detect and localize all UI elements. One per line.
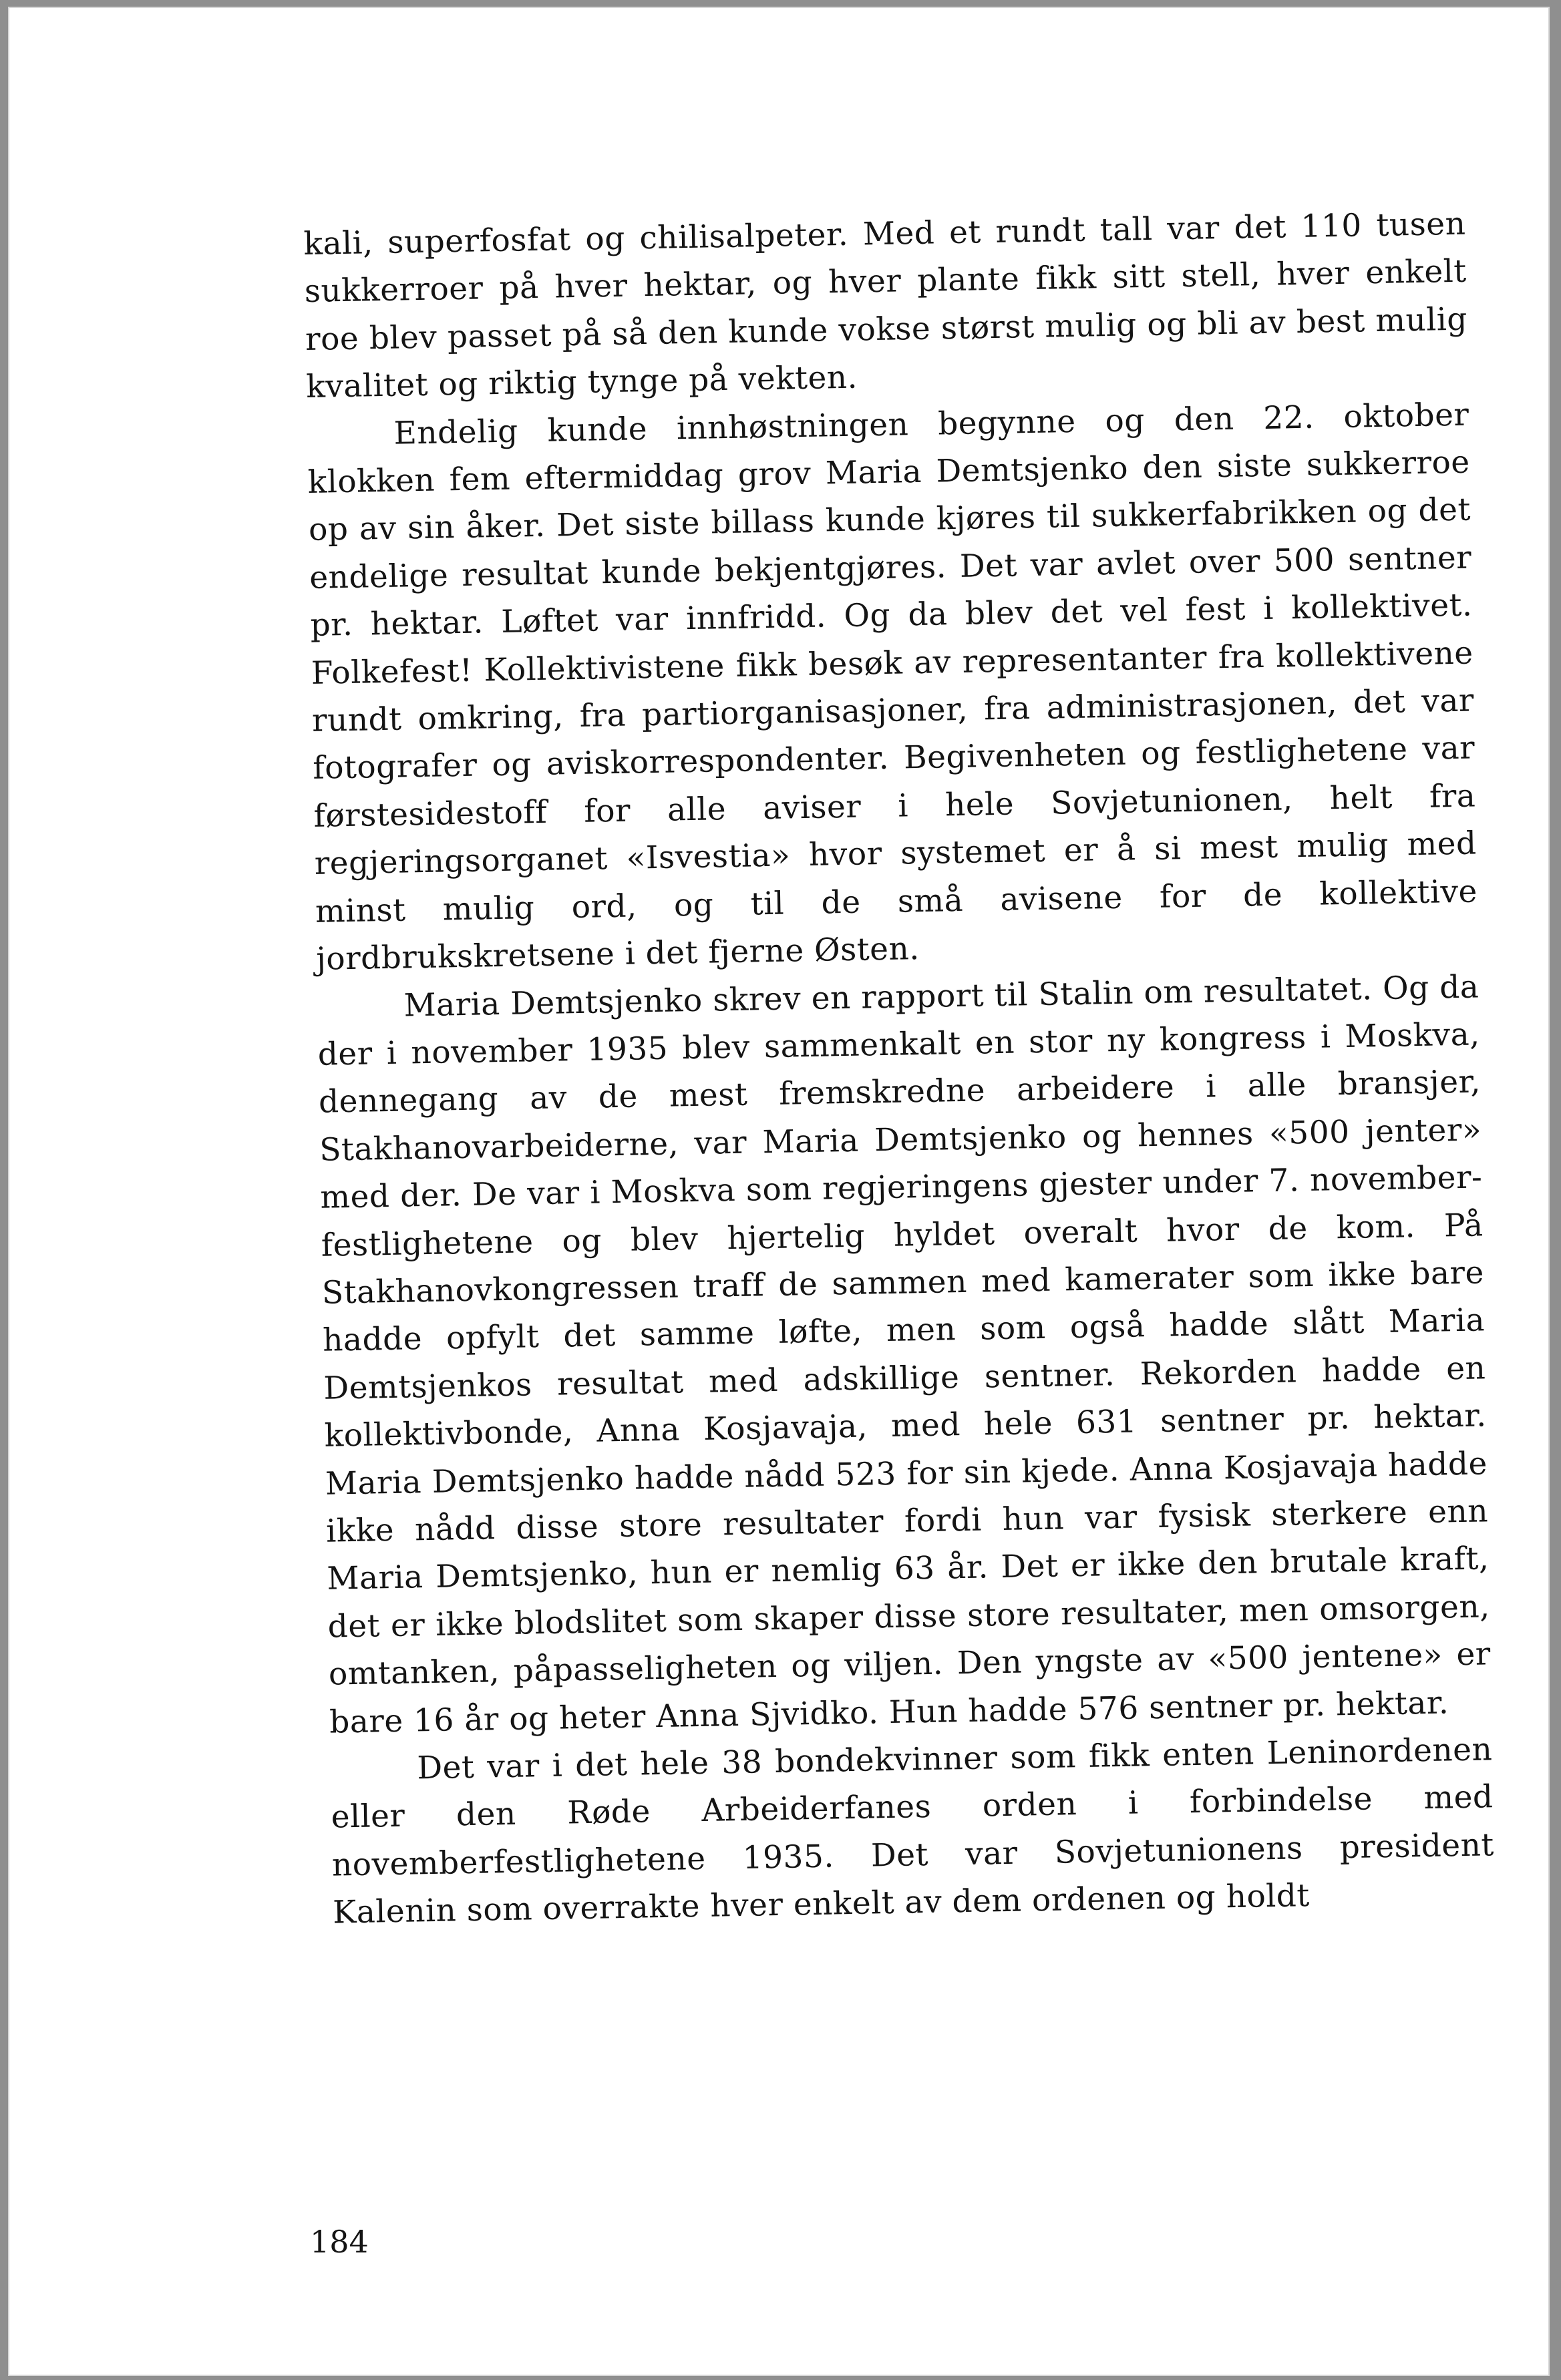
paragraph-3: Maria Demtsjenko skrev en rapport til Stalin om resultatet. Og da der i november 1935 blev sammenkalt en stor ny kongress i Moskva, dennegang av de mest fremskredne arbeidere i alle bransjer, Stakhanovarbeiderne, var Maria Demtsjenko og hennes «500 jenter» med der. De var i Moskva som regjeringens gjester under 7. november-festlighetene og blev hjertelig hyldet overalt hvor de kom. På Stakhanovkongressen traff de sammen med kamerater som ikke bare hadde opfylt det samme løfte, men som også hadde slått Maria Demtsjenkos resultat med adskillige sentner. Rekorden hadde en kollektivbonde, Anna Kosjavaja, med hele 631 sentner pr. hektar. Maria Demtsjenko hadde nådd 523 for sin kjede. Anna Kosjavaja hadde ikke nådd disse store resultater fordi hun var fysisk sterkere enn Maria Demtsjenko, hun er nemlig 63 år. Det er ikke den brutale kraft, det er ikke blodslitet som skaper disse store resultater, men omsorgen, omtanken, påpasseligheten og viljen. Den yngste av «500 jentene» er bare 16 år og heter Anna Sjvidko. Hun hadde 576 sentner pr. hektar. xyxy=(317,968,1492,1741)
body-text xyxy=(303,200,1496,1937)
book-page xyxy=(8,7,1550,2376)
page-number: 184 xyxy=(310,2224,369,2260)
paragraph-2: Endelig kunde innhøstningen begynne og den 22. oktober klokken fem eftermiddag grov Maria Demtsjenko den siste sukkerroe op av sin åker. Det siste billass kunde kjøres til sukkerfabrikken og det endelige resultat kunde bekjentgjøres. Det var avlet over 500 sentner pr. hektar. Løftet var innfridd. Og da blev det vel fest i kollektivet. Folkefest! Kollektivistene fikk besøk av representanter fra kollektivene rundt omkring, fra partiorganisasjoner, fra administrasjonen, det var fotografer og aviskorrespondenter. Begivenheten og festlighetene var førstesidestoff for alle aviser i hele Sovjetunionen, helt fra regjeringsorganet «Isvestia» hvor systemet er å si mest mulig med minst mulig ord, og til de små avisene for de kollektive jordbrukskretsene i det fjerne Østen. xyxy=(307,396,1478,978)
paragraph-4: Det var i det hele 38 bondekvinner som fikk enten Leninordenen eller den Røde Arbeiderfanes orden i forbindelse med novemberfestlighetene 1935. Det var Sovjetunionens president Kalenin som overrakte hver enkelt av dem ordenen og holdt xyxy=(331,1731,1495,1931)
paragraph-1: kali, superfosfat og chilisalpeter. Med et rundt tall var det 110 tusen sukkerroer på hver hektar, og hver plante fikk sitt stell, hver enkelt roe blev passet på så den kunde vokse størst mulig og bli av best mulig kvalitet og riktig tynge på vekten. xyxy=(303,205,1468,406)
